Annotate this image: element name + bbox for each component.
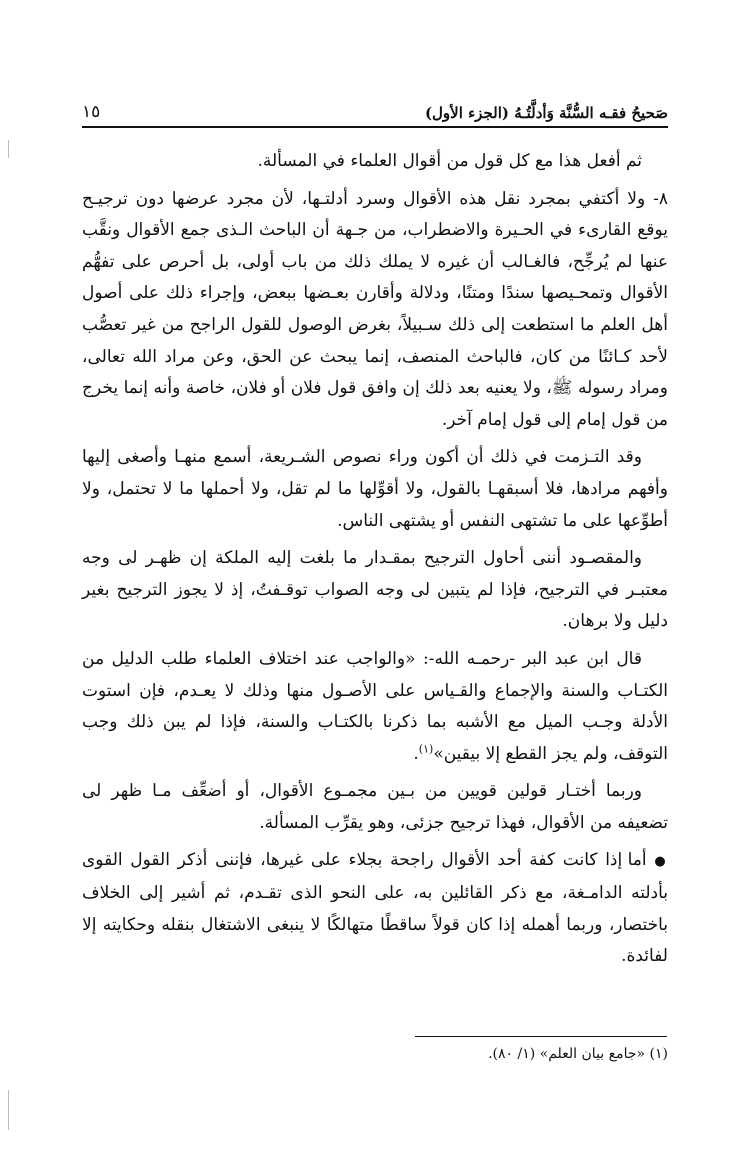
footnote-reference: (١) [418, 742, 434, 756]
paragraph: ثم أفعل هذا مع كل قول من أقوال العلماء في المسألة. [257, 151, 642, 171]
running-title: صَحيحُ فقـه السُّنَّة وَأدلَّتُـهُ (الجزء الأول) [424, 104, 668, 122]
body-text [82, 146, 668, 979]
quote-paragraph [82, 644, 668, 770]
paragraph: وقد التـزمت في ذلك أن أكون وراء نصوص الشـريعة، أسمع منهـا وأصغى إليها وأفهم مرادها، فلا أسبقهـا بالقول، ولا أقوِّلها ما لم تقل، ولا أحملها ما لا تحتمل، ولا أطوِّعها على ما تشتهى النفس أو يشتهى الناس. [82, 447, 668, 531]
bullet-text: أما إذا كانت كفة أحد الأقوال راجحة بجلاء على غيرها، فإننى أذكر القول القوى بأدلته الدامـغة، مع ذكر القائلين به، على النحو الذى تقـدم، ثم أشير إلى الخلاف باختصار، وربما أهمله إذا كان قولاً ساقطًا متهالكًا لا ينبغى الاشتغال بنقله وحكايته إلا لفائدة. [82, 850, 668, 967]
footnote: (١) «جامع بيان العلم» (١/ ٨٠). [488, 1046, 668, 1062]
margin-mark [8, 140, 9, 158]
footnote-rule [415, 1036, 667, 1037]
bullet-icon: ● [654, 854, 669, 870]
quote-text: قال ابن عبد البر -رحمـه الله-: «والواجب عند اختلاف العلماء طلب الدليل من الكتـاب والسنة والإجماع والقـياس على الأصـول منها وذلك لا يعـدم، فإن استوت الأدلة وجـب الميل مع الأشبه بما ذكرنا بالكتـاب والسنة، فإذا لم يبن ذلك وجب التوقف، ولم يجز القطع إلا بيقين» [82, 648, 668, 764]
paragraph: وربما أختـار قولين قويين من بـين مجمـوع الأقوال، أو أضعِّف مـا ظهر لى تضعيفه من الأقوال، فهذا ترجيح جزئى، وهو يقرِّب المسألة. [82, 781, 668, 833]
page-number: ١٥ [82, 102, 101, 122]
margin-mark [8, 1090, 9, 1130]
paragraph: والمقصـود أننى أحاول الترجيح بمقـدار ما بلغت إليه الملكة إن ظهـر لى وجه معتبـر في الترجيح، فإذا لم يتبين لى وجه الصواب توقـفتُ، إذ لا يجوز الترجيح بغير دليل ولا برهان. [82, 548, 668, 632]
bullet-paragraph [82, 845, 668, 972]
paragraph: ٨- ولا أكتفي بمجرد نقل هذه الأقوال وسرد أدلتـها، لأن مجرد عرضها دون ترجيـح يوقع القارىء في الحـيرة والاضطراب، من جـهة أن الباحث الـذى جمع الأقوال ونقَّب عنها لم يُرجِّح، فالغـالب أن غيره لا يملك ذلك من باب أولى، بل أحرص على تفهُّم الأقوال وتمحـيصها سندًا ومتنًا، ودلالة وأقارن بعـضها ببعض، وإجراء ذلك على أصول أهل العلم ما استطعت إلى ذلك سـبيلاً، بغرض الوصول للقول الراجح من غير تعصُّب لأحد كـائنًا من كان، فالباحث المنصف، إنما يبحث عن الحق، وعن مراد الله تعالى، ومراد رسوله ﷺ، ولا يعنيه بعد ذلك إن وافق قول فلان أو فلان، خاصة وأنه إنما يخرج من قول إمام إلى قول إمام آخر. [82, 188, 668, 430]
page-header [82, 82, 668, 122]
header-rule [82, 126, 668, 128]
full-stop: . [413, 743, 419, 764]
